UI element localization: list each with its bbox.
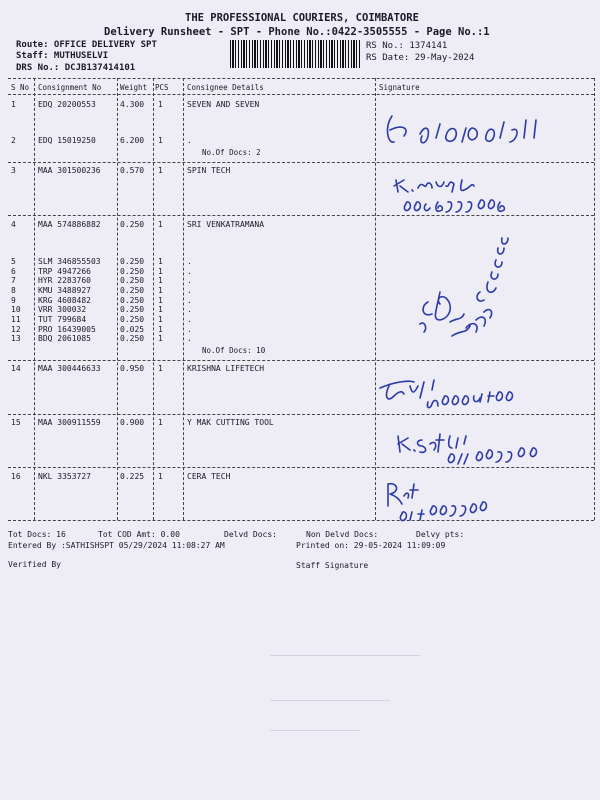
row-6-wt: 0.250: [120, 267, 145, 276]
row-12-sno: 12: [11, 325, 21, 334]
row-5-details: .: [187, 257, 192, 266]
row-13-details: .: [187, 334, 192, 343]
row-14-sno: 14: [11, 364, 21, 373]
row-12-wt: 0.025: [120, 325, 145, 334]
signature-group-16: [384, 478, 504, 527]
row-8-cno: KMU 3488927: [38, 286, 91, 295]
row-7-pcs: 1: [158, 276, 163, 285]
row-4-cno: MAA 574886882: [38, 220, 101, 229]
signature-group-3: [390, 172, 540, 226]
row-12-details: .: [187, 325, 192, 334]
row-13-cno: BDQ 2061085: [38, 334, 91, 343]
row-11-cno: TUT 799684: [38, 315, 87, 324]
row-9-cno: KRG 4608482: [38, 296, 91, 305]
row-2-cno: EDQ 15019250: [38, 136, 96, 145]
row-1-wt: 4.300: [120, 100, 145, 109]
col-signature: Signature: [379, 83, 420, 92]
signature-group-4: [410, 232, 520, 356]
row-2-wt: 6.200: [120, 136, 145, 145]
signature-group-1: [380, 108, 550, 162]
row-6-pcs: 1: [158, 267, 163, 276]
row-7-wt: 0.250: [120, 276, 145, 285]
row-4-sno: 4: [11, 220, 16, 229]
staff-label: Staff: MUTHUSELVI: [16, 51, 109, 61]
delivery-points: Delvy pts:: [416, 530, 465, 539]
row-10-cno: VRR 300032: [38, 305, 87, 314]
row-13-wt: 0.250: [120, 334, 145, 343]
row-5-wt: 0.250: [120, 257, 145, 266]
non-delivered-docs: Non Delvd Docs:: [306, 530, 379, 539]
row-3-details: SPIN TECH: [187, 166, 231, 175]
row-3-sno: 3: [11, 166, 16, 175]
verified-by: Verified By: [8, 560, 61, 569]
barcode: [230, 40, 360, 68]
row-10-wt: 0.250: [120, 305, 145, 314]
row-7-sno: 7: [11, 276, 16, 285]
signature-group-15: [392, 428, 552, 472]
row-2-doc-count: No.Of Docs: 2: [202, 148, 261, 157]
row-16-pcs: 1: [158, 472, 163, 481]
row-1-cno: EDQ 20200553: [38, 100, 96, 109]
row-7-details: .: [187, 276, 192, 285]
row-8-wt: 0.250: [120, 286, 145, 295]
row-8-details: .: [187, 286, 192, 295]
bleed-through-mark: [270, 700, 390, 702]
row-4-pcs: 1: [158, 220, 163, 229]
row-1-details: SEVEN AND SEVEN: [187, 100, 260, 109]
delivered-docs: Delvd Docs:: [224, 530, 277, 539]
bleed-through-mark: [270, 655, 420, 657]
drs-number: DRS No.: DCJB137414101: [16, 63, 136, 73]
row-15-wt: 0.900: [120, 418, 145, 427]
staff-signature: Staff Signature: [296, 561, 369, 570]
row-16-cno: NKL 3353727: [38, 472, 91, 481]
row-13-sno: 13: [11, 334, 21, 343]
rs-number: RS No.: 1374141: [366, 41, 448, 51]
row-11-sno: 11: [11, 315, 21, 324]
runsheet-title: Delivery Runsheet - SPT - Phone No.:0422-3505555 - Page No.:1: [104, 26, 490, 38]
row-11-details: .: [187, 315, 192, 324]
col-pcs: PCS: [155, 83, 169, 92]
row-13-pcs: 1: [158, 334, 163, 343]
row-11-pcs: 1: [158, 315, 163, 324]
row-11-wt: 0.250: [120, 315, 145, 324]
row-16-sno: 16: [11, 472, 21, 481]
total-cod-amount: Tot COD Amt: 0.00: [98, 530, 180, 539]
col-consignee: Consignee Details: [187, 83, 264, 92]
row-5-cno: SLM 346855503: [38, 257, 101, 266]
company-name: THE PROFESSIONAL COURIERS, COIMBATORE: [185, 12, 419, 24]
row-9-details: .: [187, 296, 192, 305]
row-8-pcs: 1: [158, 286, 163, 295]
signature-group-14: [376, 372, 536, 416]
row-5-pcs: 1: [158, 257, 163, 266]
bleed-through-mark: [270, 730, 360, 732]
row-16-details: CERA TECH: [187, 472, 231, 481]
row-3-cno: MAA 301500236: [38, 166, 101, 175]
row-12-pcs: 1: [158, 325, 163, 334]
row-14-pcs: 1: [158, 364, 163, 373]
col-consignment: Consignment No: [38, 83, 102, 92]
row-9-wt: 0.250: [120, 296, 145, 305]
row-4-details: SRI VENKATRAMANA: [187, 220, 265, 229]
row-7-cno: HYR 2283760: [38, 276, 91, 285]
row-6-sno: 6: [11, 267, 16, 276]
route-label: Route: OFFICE DELIVERY SPT: [16, 40, 157, 50]
row-15-pcs: 1: [158, 418, 163, 427]
row-14-details: KRISHNA LIFETECH: [187, 364, 265, 373]
row-14-cno: MAA 300446633: [38, 364, 101, 373]
row-4-wt: 0.250: [120, 220, 145, 229]
printed-on: Printed on: 29-05-2024 11:09:09: [296, 541, 446, 550]
row-2-pcs: 1: [158, 136, 163, 145]
rs-date: RS Date: 29-May-2024: [366, 53, 475, 63]
row-6-details: .: [187, 267, 192, 276]
col-sno: S No: [11, 83, 30, 92]
row-3-pcs: 1: [158, 166, 163, 175]
row-15-details: Y MAK CUTTING TOOL: [187, 418, 274, 427]
entered-by: Entered By :SATHISHSPT 05/29/2024 11:08:27 AM: [8, 541, 225, 550]
row-8-sno: 8: [11, 286, 16, 295]
row-16-wt: 0.225: [120, 472, 145, 481]
row-5-sno: 5: [11, 257, 16, 266]
total-docs: Tot Docs: 16: [8, 530, 66, 539]
row-2-details: .: [187, 136, 192, 145]
row-9-sno: 9: [11, 296, 16, 305]
row-13-doc-count: No.Of Docs: 10: [202, 346, 266, 355]
row-9-pcs: 1: [158, 296, 163, 305]
row-15-sno: 15: [11, 418, 21, 427]
row-12-cno: PRO 16439005: [38, 325, 96, 334]
row-3-wt: 0.570: [120, 166, 145, 175]
row-1-sno: 1: [11, 100, 16, 109]
row-6-cno: TRP 4947266: [38, 267, 91, 276]
col-weight: Weight: [120, 83, 148, 92]
row-10-details: .: [187, 305, 192, 314]
row-10-pcs: 1: [158, 305, 163, 314]
row-15-cno: MAA 300911559: [38, 418, 101, 427]
row-10-sno: 10: [11, 305, 21, 314]
row-2-sno: 2: [11, 136, 16, 145]
row-1-pcs: 1: [158, 100, 163, 109]
row-14-wt: 0.950: [120, 364, 145, 373]
